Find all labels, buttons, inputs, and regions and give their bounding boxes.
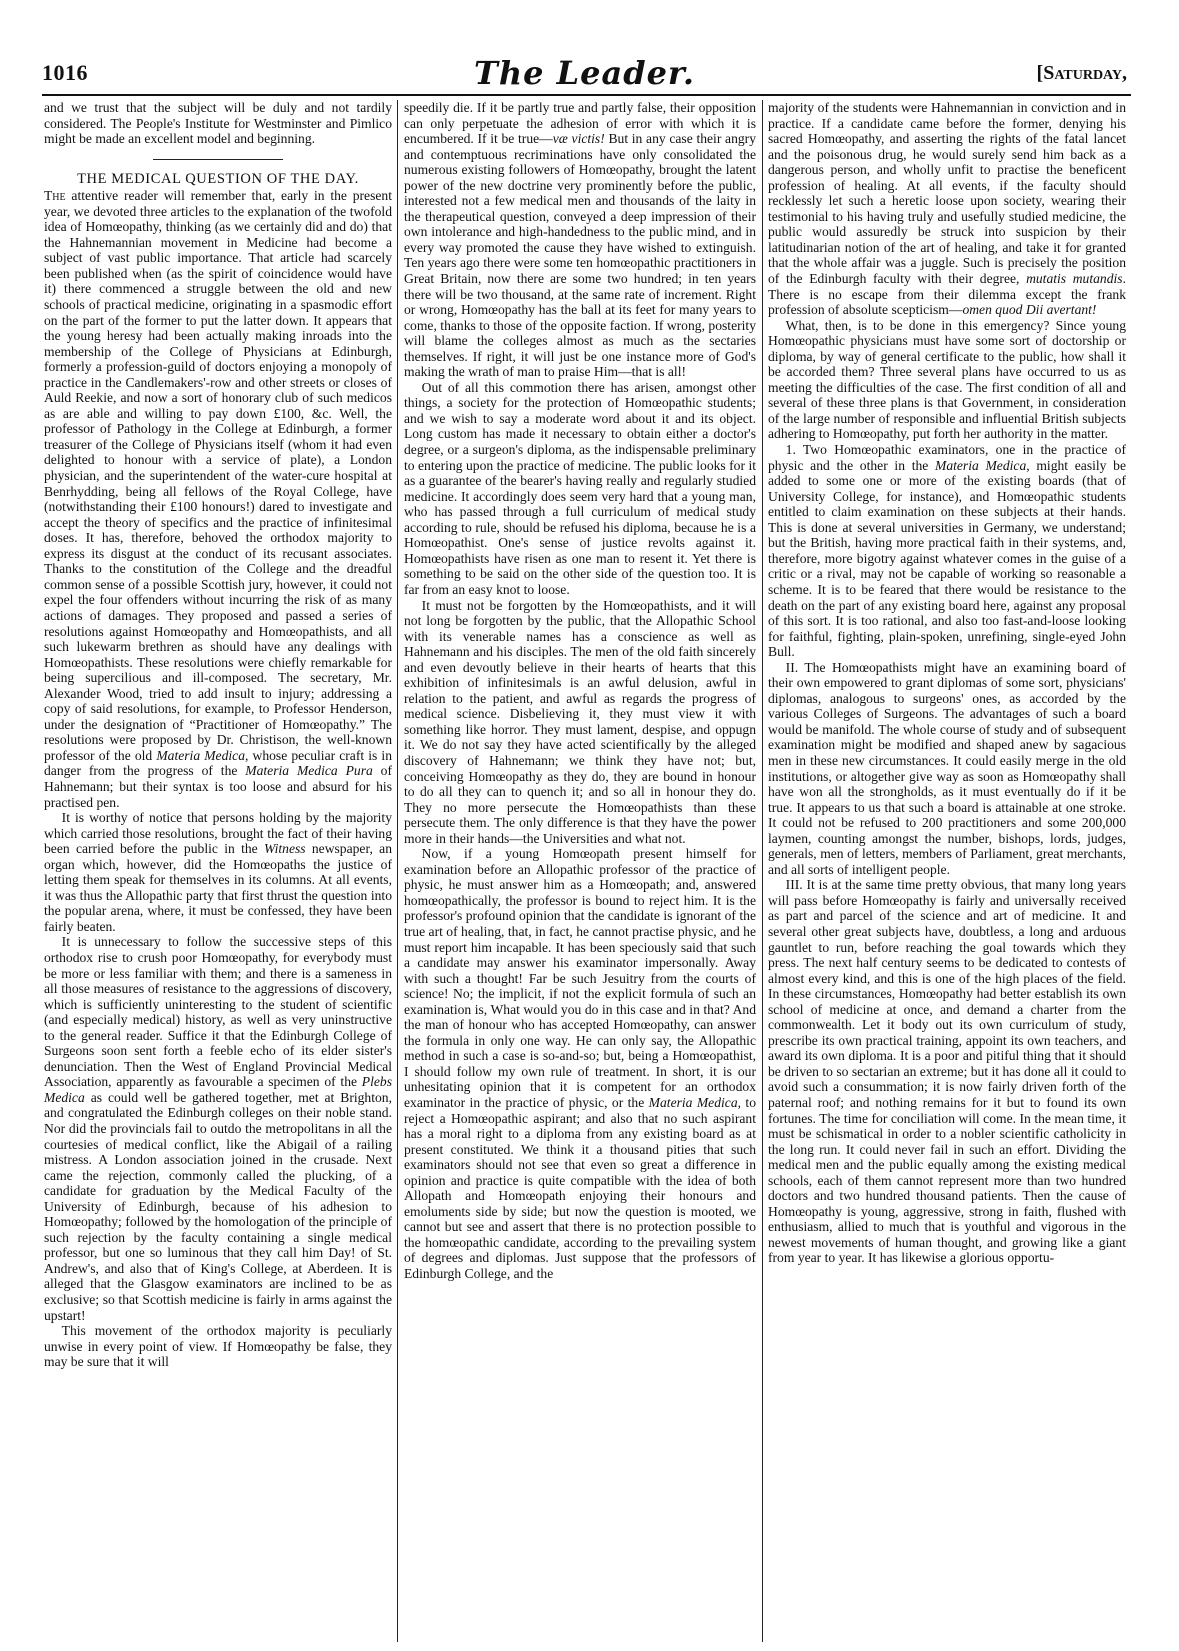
text-run: attentive reader will remember that, early in the present year, we devoted three articles to the explanation of the twofold idea of Homœopathy, thinking (as we certainly did and do) that the Hahnemannian movement in Medicine had become a subject of vast public importance. That article had scarcely been published when (as the spirit of coincidence would have it) there commenced a struggle between the old and new schools of practical medicine, originating in a spasmodic effort on the part of the former to put the latter down. It appears that the young heresy had been actually making inroads into the membership of the College of Physicians at Edinburgh, formerly a profession-guild of doctors enjoying a monopoly of practice in the Candlemakers'-row and other streets or closes of Auld Reekie, and now a sort of honorary club of such medicos as are able and willing to pay down £100, &c. Well, the professor of Pathology in the College at Edinburgh, a former treasurer of the College of Physicians itself (whom it had even delighted to honour with a service of plate), a London physician, and the superintendent of the water-cure hospital at Benrhydding, being all fellows of the Royal College, have (notwithstanding their £100 honours!) dared to investigate and accept the theory of specifics and the practice of infinitesimal doses. It has, therefore, behoved the orthodox majority to express its disgust at the conduct of its recusant associates. Thanks to the constitution of the College and the dreadful common sense of a possible Scottish jury, however, it could not expel the four offenders without incurring the risk of as many actions of damages. They proposed and passed a series of resolutions against Homœopathy and Homœopathists, and all such lukewarm brethren as should have any dealings with Homœopathists. These resolutions were chiefly remarkable for being supercilious and ill-composed. The secretary, Mr. Alexander Wood, tried to add insult to injury; addressing a copy of said resolutions, for example, to Professor Henderson, under the designation of “Practitioner of Homœopathy.” The resolutions were proposed by Dr. Christison, the well-known professor of the old: [44, 188, 392, 763]
column-divider: [762, 100, 763, 1642]
page-number: 1016: [42, 60, 88, 85]
text-run: newspaper, an organ which, however, did the Homœopaths the justice of letting them speak for themselves in its columns. At all events, it was thus the Allopathic party that first thrust the question into the popular arena, where, it must be confessed, they have been fairly beaten.: [44, 841, 392, 934]
italic-text-run: Plebs Medica: [44, 1074, 392, 1105]
article-paragraph: [768, 660, 1126, 878]
text-run: , might easily be added to some one or more of the existing boards (that of University College, for instance), and Homœopathic students entitled to claim examination on these subjects at their hands. This is done at several universities in Germany, we understand; but the British, having more practical faith in their systems, and, therefore, more bigotry against whatever comes in the guise of a critic or a rival, may not be capable of working so reasonable a scheme. It is to be feared that there would be resistance to the death on the part of any existing board here, against any proposal of this sort. It is too rational, and also too fast-and-loose looking for faithful, fighting, plain-spoken, unrefining, single-eyed John Bull.: [768, 457, 1126, 660]
section-divider: [153, 159, 283, 160]
article-paragraph: [44, 188, 392, 810]
text-run: 1. Two Homœopathic examinators, one in the practice of physic and the other in the: [768, 442, 1126, 473]
opening-word: The: [44, 188, 66, 204]
italic-text-run: mutatis mutandis: [1026, 271, 1123, 287]
italic-text-run: væ victis!: [552, 131, 605, 147]
newspaper-title: The Leader.: [474, 54, 695, 92]
text-run: But in any case their angry and contemptuous recriminations have only consolidated the numerous existing followers of Homœopathy, brought the latent power of the new doctrine very prominently before the public, interested not a few medical men and thousands of the laity in the therapeutical question, conveyed a deep impression of their own intolerance and high-handedness to the public mind, and in every way promoted the cause they have wished to extinguish. Ten years ago there were some ten homœopathic practitioners in Great Britain, now there are some two hundred; in ten years there will be two thousand, at the same rate of increment. Right or wrong, Homœopathy has the ball at its feet for many years to come, thanks to those of the opposite faction. If wrong, posterity will blame the colleges almost as much as the sectaries themselves. If right, it will just be one instance more of God's making the wrath of man to praise Him—that is all!: [404, 131, 756, 380]
italic-text-run: Materia Medica: [935, 457, 1027, 473]
article-paragraph: [768, 100, 1126, 318]
article-paragraph: [404, 598, 756, 847]
article-paragraph: [768, 877, 1126, 1266]
text-run: majority of the students were Hahnemannian in conviction and in practice. If a candidate came before the former, denying his sacred Homœopathy, and asserting the rights of the fatal lancet and the poisonous drug, he would surely send him back as a dangerous person, and wholly unfit to practise the beneficent profession of healing. At all events, if the faculty should recklessly let such a heretic loose upon society, wearing their testimonial to his having truly and usefully studied medicine, the public would assuredly be struck into suspicion by their latitudinarian notion of the art of healing, and take it for granted that the whole affair was a juggle. Such is precisely the position of the Edinburgh faculty with their degree,: [768, 100, 1126, 287]
italic-text-run: Witness: [264, 841, 306, 857]
text-run: What, then, is to be done in this emergency? Since young Homœopathic physicians must have some sort of doctorship or diploma, by way of general certificate to the public, how shall it be accorded them? Three several plans have occurred to us as meeting the difficulties of the case. The first condition of all and several of these three plans is that Government, in consideration of the large number of responsible and influential British subjects adhering to Homœopathy, put forth her authority in the matter.: [768, 317, 1126, 442]
article-paragraph: [44, 100, 392, 147]
text-run: Now, if a young Homœopath present himself for examination before an Allopathic professor of the practice of physic, he must answer him as a Homœopath; and, answered homœopathically, the professor is bound to reject him. It is the professor's profound opinion that the candidate is ignorant of the true art of healing, that, in fact, he cannot practise physic, and he must report him incapable. It has been speciously said that such a candidate may answer his examinator impersonally. Away with such a thought! Far be such Jesuitry from the courts of science! No; the implicit, if not the explicit formula of such an examination is, What would you do in this case and in that? And the man of honour who has accepted Homœopathy, can answer the formula in only one way. He can only say, the Allopathic method in such a case is so-and-so; but, being a Homœopathist, I should follow my own rule of treatment. In short, it is our unhesitating opinion that it is competent for an orthodox examinator in the practice of physic, or the: [404, 846, 756, 1110]
text-run: . There is no escape from their dilemma except the frank profession of absolute scepticism—: [768, 271, 1126, 318]
text-run: speedily die. If it be partly true and partly false, their opposition can only perpetuate the adhesion of error with which it is encumbered. If it be true—: [404, 100, 756, 147]
article-paragraph: [404, 100, 756, 380]
masthead-rule: [42, 94, 1131, 96]
text-run: II. The Homœopathists might have an examining board of their own empowered to grant diplomas of some sort, physicians' diplomas, analogous to surgeons' ones, as accorded by the various Colleges of Surgeons. The advantages of such a board would be manifold. The whole course of study and of subsequent examination might be modified and shaped anew by sagacious men in these new circumstances. It could easily merge in the old institutions, or altogether give way as soon as Homœopathy shall have won all the strongholds, as it must eventually do if it be true. It appears to us that such a board is attainable at one stroke. It could not be refused to 200 practitioners and some 200,000 laymen, counting amongst the number, bishops, lords, judges, generals, men of letters, members of Parliament, great merchants, and all sorts of intelligent people.: [768, 659, 1126, 877]
italic-text-run: Materia Medica: [648, 1095, 738, 1110]
italic-text-run: Materia Medica Pura: [245, 763, 373, 779]
text-run: and we trust that the subject will be duly and not tardily considered. The People's Institute for Westminster and Pimlico might be made an excellent model and beginning.: [44, 100, 392, 147]
article-paragraph: [768, 318, 1126, 442]
text-run: It must not be forgotten by the Homœopathists, and it will not long be forgotten by the public, that the Allopathic School with its venerable names has a conscience as well as Hahnemann and his disciples. The men of the old faith sincerely and even devoutly believe in their hearts of hearts that this exhibition of infinitesimals is an awful delusion, awful in relation to the patient, and awful as regards the progress of medical science. Disbelieving it, they must view it with something like horror. They must lament, despise, and oppugn it. We do not say they have acted scientifically by the alleged discovery of Hahnemann; we think they have not; but, conceiving Homœopathy as they do, they are bound in honour to do all they can to quench it; and so all in honour they do. They no more persecute the Homœopathists than these persecute them. The only difference is that they have the power more in their hands—the Universities and what not.: [404, 597, 756, 846]
article-paragraph: [44, 934, 392, 1323]
column-divider: [397, 100, 398, 1642]
column-2: [404, 100, 756, 1282]
text-run: It is unnecessary to follow the successive steps of this orthodox rise to crush poor Homœopathy, for everybody must be more or less familiar with them; and there is a sameness in all those measures of resistance to the aggressions of discovery, which is sufficiently uninteresting to the student of scientific (and especially medical) history, as well as very uninstructive to the general reader. Suffice it that the Edinburgh College of Surgeons soon sent forth a feeble echo of its elder sister's denunciation. Then the West of England Provincial Medical Association, apparently as favourable a specimen of the: [44, 934, 392, 1090]
text-run: of Hahnemann; but their syntax is too loose and absurd for his practised pen.: [44, 763, 392, 810]
article-paragraph: [768, 442, 1126, 660]
article-paragraph: [44, 810, 392, 934]
masthead: [42, 54, 1127, 92]
column-3: [768, 100, 1126, 1266]
text-run: III. It is at the same time pretty obvious, that many long years will pass before Homœopathy is fairly and universally received as part and parcel of the science and art of medicine. It and several other great subjects have, doubtless, a long and arduous gauntlet to run, before reaching the goal towards which they press. The next half century seems to be dedicated to contests of almost every kind, and this is one of the high places of the field. In these circumstances, Homœopathy had better establish its own school of medicine at once, and demand a charter from the commonwealth. Let it body out its own curriculum of study, prescribe its own practical training, appoint its own teachers, and award its own diploma. It is a poor and pitiful thing that it should be driven to so sectarian an extreme; but it has done all it could to avoid such a consummation; it is now fairly driven forth of the paternal roof; and nothing remains for it but to found its own fortunes. The time for conciliation will come. In the mean time, it must be schismatical in order to a nobler scientific catholicity in the long run. It could never fail in such an effort. Dividing the medical men and the public equally among the existing medical schools, each of them cannot represent more than two hundred doctors and two hundred thousand patients. Then the cause of Homœopathy is young, aggressive, strong in faith, flushed with enthusiasm, allied to much that is youthful and vigorous in the newest movements of human thought, and growing like a giant from year to year. It has likewise a glorious opportu-: [768, 877, 1126, 1266]
text-run: as could well be gathered together, met at Brighton, and congratulated the Edinburgh colleges on their noble stand. Nor did the provincials fail to outdo the metropolitans in all the courtesies of medical conflict, like the Abigail of a railing mistress. A London association joined in the crusade. Next came the rejection, commonly called the plucking, of a candidate for graduation by the Medical Faculty of the University of Edinburgh, because of his adhesion to Homœopathy; followed by the homologation of the principle of such rejection by the faculty containing a single medical professor, but one so luminous that they call him Day! of St. Andrew's, and also that of King's College, at Aberdeen. It is alleged that the Glasgow examinators are inclined to be as exclusive; so that Scottish medicine is fairly in arms against the upstart!: [44, 1089, 392, 1323]
text-run: , to reject a Homœopathic aspirant; and also that no such aspirant has a moral right to a diploma from any existing board as at present constituted. We think it a thousand pities that such examinators should not see that even so great a difference in opinion and practice is quite compatible with the idea of both Allopath and Homœopath enjoying their honours and emoluments side by side; but now the question is mooted, we cannot but see and assert that there is no protection possible to the homœopathic candidate, according to the prevailing system of degrees and diplomas. Just suppose that the professors of Edinburgh College, and the: [404, 1095, 756, 1282]
italic-text-run: omen quod Dii avertant!: [962, 302, 1097, 318]
italic-text-run: Materia Medica: [156, 747, 245, 763]
text-run: , whose peculiar craft is in danger from the progress of the: [44, 747, 392, 779]
article-paragraph: [44, 1323, 392, 1370]
article-paragraph: [404, 846, 756, 1281]
text-run: It is worthy of notice that persons holding by the majority which carried those resolutions, brought the fact of their having been carried before the public in the: [44, 810, 392, 857]
article-paragraph: [404, 380, 756, 598]
text-run: Out of all this commotion there has arisen, amongst other things, a society for the protection of Homœopathic students; and we wish to say a moderate word about it and its object. Long custom has made it necessary to obtain either a doctor's degree, or a surgeon's diploma, as the indispensable preliminary to entering upon the practice of medicine. The public looks for it as a guarantee of the bearer's having really and regularly studied medicine. It accordingly does seem very hard that a young man, who has passed through a full curriculum of medical study according to rule, should be refused his diploma, because he is a Homœopathist. One's sense of justice revolts against it. Homœopathists have risen as one man to resent it. Yet there is something to be said on the other side of the question too. It is far from an easy knot to loose.: [404, 379, 756, 597]
column-1: [44, 100, 392, 1370]
article-heading: THE MEDICAL QUESTION OF THE DAY.: [77, 170, 359, 187]
text-run: This movement of the orthodox majority is peculiarly unwise in every point of view. If Homœopathy be false, they may be sure that it will: [44, 1323, 392, 1370]
dateline: [Saturday,: [1036, 62, 1127, 84]
